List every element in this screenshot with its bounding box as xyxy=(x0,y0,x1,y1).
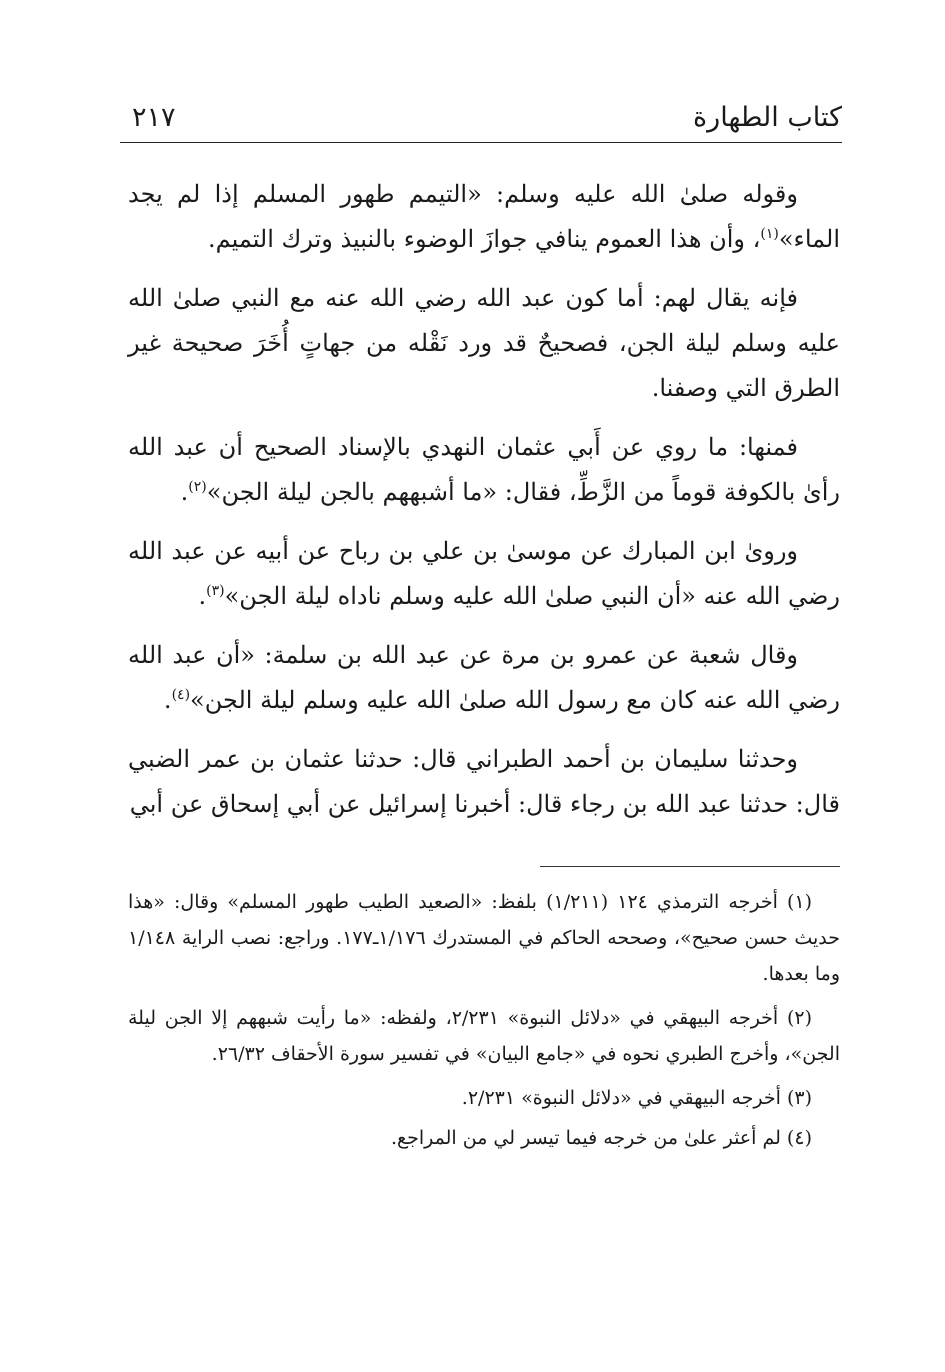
paragraph-text: وحدثنا سليمان بن أحمد الطبراني قال: حدثنا عثمان بن عمر الضبي قال: حدثنا عبد الله بن رجاء قال: أخبرنا إسرائيل عن أبي إسحاق عن أبي xyxy=(128,745,840,818)
paragraph-text-tail: . xyxy=(163,686,172,714)
footnote: (٢) أخرجه البيهقي في «دلائل النبوة» ٢/٢٣١، ولفظه: «ما رأيت شبههم إلا الجن ليلة الجن»، وأخرج الطبري نحوه في «جامع البيان» في تفسير سورة الأحقاف ٢٦/٣٢. xyxy=(128,1007,840,1065)
footnote-ref: (٤) xyxy=(171,687,191,703)
footnote: (١) أخرجه الترمذي ١٢٤ (١/٢١١) بلفظ: «الصعيد الطيب طهور المسلم» وقال: «هذا حديث حسن صحيح»، وصححه الحاكم في المستدرك ١/١٧٦ـ١٧٧. وراجع: نصب الراية ١/١٤٨ وما بعدها. xyxy=(128,891,840,985)
footnote-ref: (١) xyxy=(760,226,779,242)
paragraph xyxy=(128,172,840,262)
footnote: (٤) لم أعثر علىٰ من خرجه فيما تيسر لي من المراجع. xyxy=(390,1127,812,1149)
footnote-separator xyxy=(540,866,840,867)
paragraph xyxy=(128,529,840,619)
footnote-ref: (٣) xyxy=(206,583,225,599)
paragraph xyxy=(128,276,840,411)
paragraph-text: وقوله صلىٰ الله عليه وسلم: «التيمم طهور المسلم إذا لم يجد الماء» xyxy=(128,180,840,253)
page-header xyxy=(120,96,842,143)
main-text xyxy=(128,172,840,841)
paragraph xyxy=(128,425,840,515)
paragraph-text-tail: . xyxy=(180,478,189,506)
footnotes xyxy=(128,884,840,1160)
paragraph xyxy=(128,633,840,723)
running-title: كتاب الطهارة xyxy=(693,102,842,133)
paragraph xyxy=(128,737,840,827)
footnote-ref: (٢) xyxy=(188,479,207,495)
paragraph-text-tail: . xyxy=(198,582,207,610)
footnote: (٣) أخرجه البيهقي في «دلائل النبوة» ٢/٢٣١. xyxy=(461,1087,812,1109)
paragraph-text-tail: ، وأن هذا العموم ينافي جوازَ الوضوء بالنبيذ وترك التميم. xyxy=(207,225,761,253)
paragraph-text: وقال شعبة عن عمرو بن مرة عن عبد الله بن سلمة: «أن عبد الله رضي الله عنه كان مع رسول الله صلىٰ الله عليه وسلم ليلة الجن» xyxy=(128,641,840,714)
paragraph-text: فمنها: ما روي عن أَبي عثمان النهدي بالإسناد الصحيح أن عبد الله رأىٰ بالكوفة قوماً من الزَّطِّ، فقال: «ما أشبههم بالجن ليلة الجن» xyxy=(128,433,840,506)
page-number: ٢١٧ xyxy=(132,102,176,133)
paragraph-text: وروىٰ ابن المبارك عن موسىٰ بن علي بن رباح عن أبيه عن عبد الله رضي الله عنه «أن النبي صلىٰ الله عليه وسلم ناداه ليلة الجن» xyxy=(128,537,840,610)
paragraph-text: فإنه يقال لهم: أما كون عبد الله رضي الله عنه مع النبي صلىٰ الله عليه وسلم ليلة الجن، فصحيحٌ قد ورد نَقْله من جهاتٍ أُخَرَ صحيحة غير الطرق التي وصفنا. xyxy=(128,284,840,402)
